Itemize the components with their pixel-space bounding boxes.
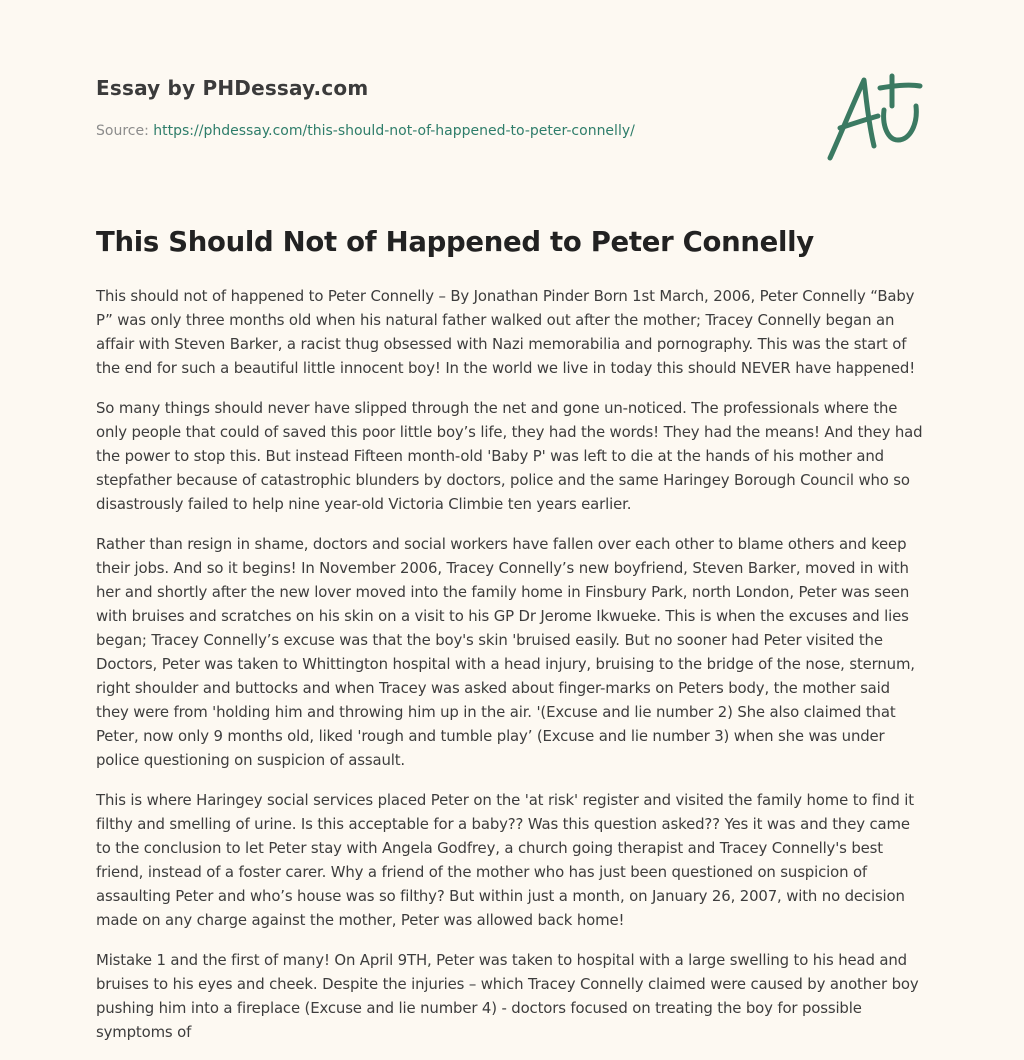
paragraph: This is where Haringey social services placed Peter on the 'at risk' register and visited the family home to find it filthy and smelling of urine. Is this acceptable for a baby?? Was this question asked?? Yes it was and they came to the conclusion to let Peter stay with Angela Godfrey, a church going therapist and Tracey Connelly's best friend, instead of a foster carer. Why a friend of the mother who has just been questioned on suspicion of assaulting Peter and who’s house was so filthy? But within just a month, on January 26, 2007, with no decision made on any charge against the mother, Peter was allowed back home! [96,791,914,929]
source-label: Source: [96,123,154,139]
site-brand: Essay by PHDessay.com [96,76,369,100]
article-body [96,284,926,1060]
a-plus-logo-icon [822,66,930,166]
paragraph: This should not of happened to Peter Connelly – By Jonathan Pinder Born 1st March, 2006, Peter Connelly “Baby P” was only three months old when his natural father walked out after the mother; Tracey Connelly began an affair with Steven Barker, a racist thug obsessed with Nazi memorabilia and pornography. This was the start of the end for such a beautiful little innocent boy! In the world we live in today this should NEVER have happened! [96,287,916,377]
paragraph: So many things should never have slipped through the net and gone un-noticed. The professionals where the only people that could of saved this poor little boy’s life, they had the words! They had the means! And they had the power to stop this. But instead Fifteen month-old 'Baby P' was left to die at the hands of his mother and stepfather because of catastrophic blunders by doctors, police and the same Haringey Borough Council who so disastrously failed to help nine year-old Victoria Climbie ten years earlier. [96,399,923,513]
article-title: This Should Not of Happened to Peter Connelly [96,226,814,258]
essay-header [96,76,916,139]
source-line [96,123,916,139]
source-link[interactable]: https://phdessay.com/this-should-not-of-happened-to-peter-connelly/ [153,123,635,139]
paragraph: Rather than resign in shame, doctors and social workers have fallen over each other to blame others and keep their jobs. And so it begins! In November 2006, Tracey Connelly’s new boyfriend, Steven Barker, moved in with her and shortly after the new lover moved into the family home in Finsbury Park, north London, Peter was seen with bruises and scratches on his skin on a visit to his GP Dr Jerome Ikwueke. This is when the excuses and lies began; Tracey Connelly’s excuse was that the boy's skin 'bruised easily. But no sooner had Peter visited the Doctors, Peter was taken to Whittington hospital with a head injury, bruising to the bridge of the nose, sternum, right shoulder and buttocks and when Tracey was asked about finger-marks on Peters body, the mother said they were from 'holding him and throwing him up in the air. '(Excuse and lie number 2) She also claimed that Peter, now only 9 months old, liked 'rough and tumble play’ (Excuse and lie number 3) when she was under police questioning on suspicion of assault. [96,535,915,769]
paragraph: Mistake 1 and the first of many! On April 9TH, Peter was taken to hospital with a large swelling to his head and bruises to his eyes and cheek. Despite the injuries – which Tracey Connelly claimed were caused by another boy pushing him into a fireplace (Excuse and lie number 4) - doctors focused on treating the boy for possible symptoms of [96,951,919,1041]
